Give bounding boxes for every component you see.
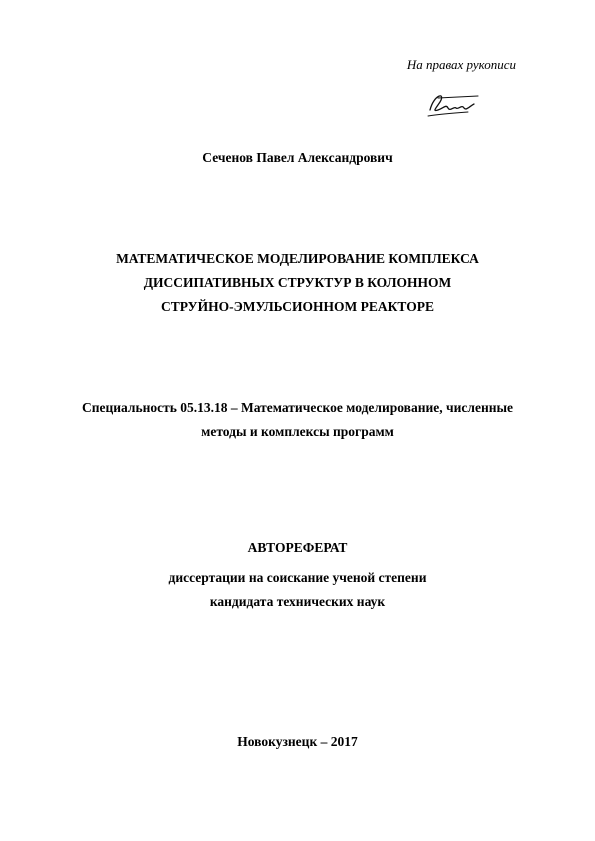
author-name: Сеченов Павел Александрович [202,150,393,165]
degree-line: кандидата технических наук [209,594,386,609]
title-line: СТРУЙНО-ЭМУЛЬСИОННОМ РЕАКТОРЕ [161,299,434,314]
abstract-heading: АВТОРЕФЕРАТ [247,540,348,555]
title-line: ДИССИПАТИВНЫХ СТРУКТУР В КОЛОННОМ [143,275,452,290]
title-line: МАТЕМАТИЧЕСКОЕ МОДЕЛИРОВАНИЕ КОМПЛЕКСА [116,251,479,266]
specialty-line: Специальность 05.13.18 – Математическое моделирование, численные [81,400,514,415]
dissertation-title [0,247,595,319]
signature-image [424,88,482,120]
specialty-line: методы и комплексы программ [201,424,394,439]
manuscript-note: На правах рукописи [406,57,516,72]
degree-line: диссертации на соискание ученой степени [168,570,427,585]
place-year: Новокузнецк – 2017 [237,734,358,749]
specialty [0,396,595,444]
degree-description [0,566,595,614]
